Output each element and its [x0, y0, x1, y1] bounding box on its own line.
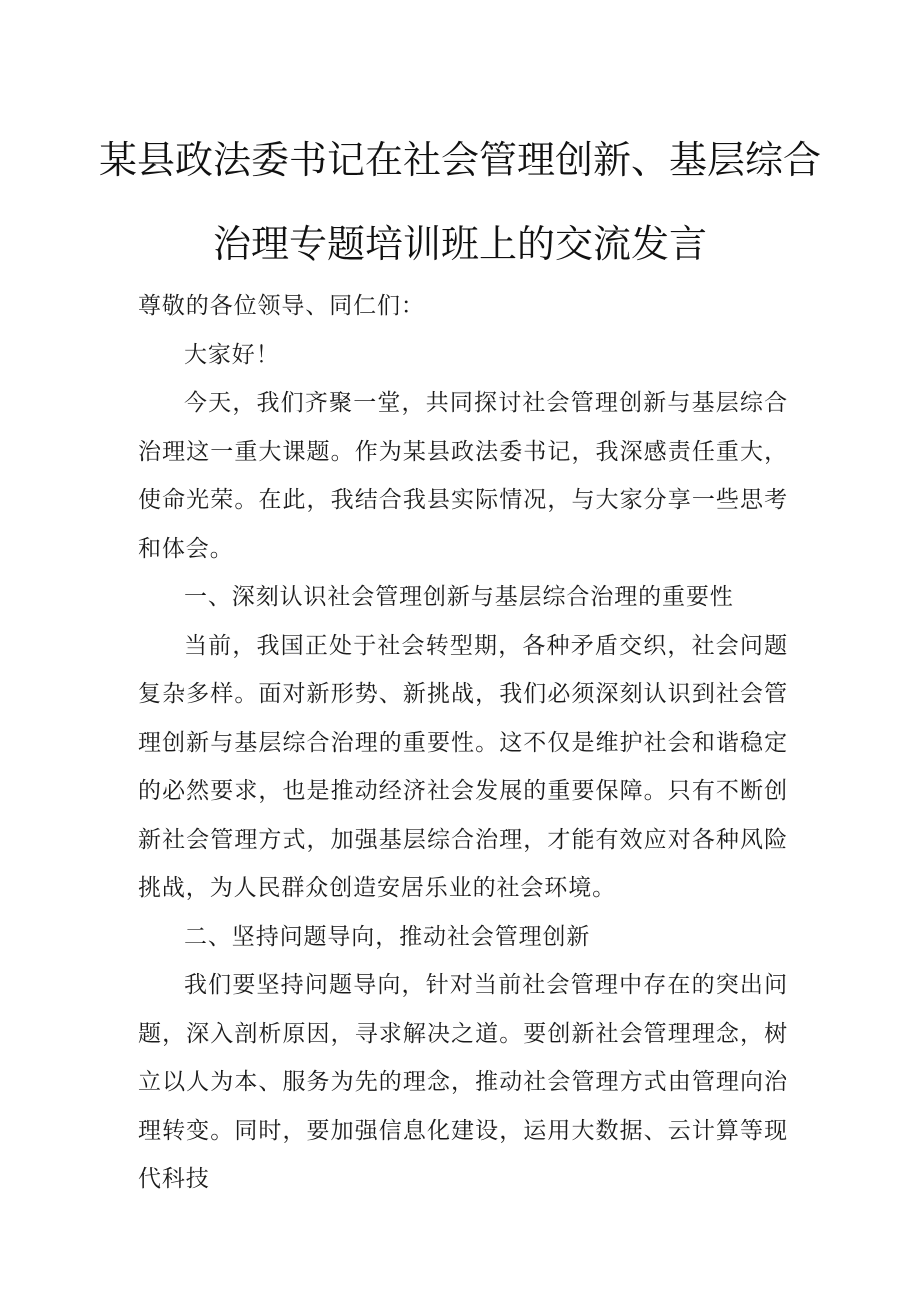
document-title-line-2: 治理专题培训班上的交流发言 — [212, 222, 707, 266]
intro-paragraph: 今天，我们齐聚一堂，共同探讨社会管理创新与基层综合治理这一重大课题。作为某县政法委书记，我深感责任重大，使命光荣。在此，我结合我县实际情况，与大家分享一些思考和体会。 — [138, 390, 788, 562]
section-heading-1: 一、深刻认识社会管理创新与基层综合治理的重要性 — [184, 584, 734, 610]
greeting: 大家好！ — [184, 341, 280, 368]
section-2-paragraph: 我们要坚持问题导向，针对当前社会管理中存在的突出问题，深入剖析原因，寻求解决之道。要创新社会管理理念，树立以人为本、服务为先的理念，推动社会管理方式由管理向治理转变。同时，要加强信息化建设，运用大数据、云计算等现代科技 — [138, 972, 788, 1192]
document-title-line-1: 某县政法委书记在社会管理创新、基层综合 — [98, 138, 821, 182]
salutation: 尊敬的各位领导、同仁们： — [138, 293, 425, 319]
document-body — [138, 282, 788, 1204]
section-heading-2: 二、坚持问题导向，推动社会管理创新 — [184, 923, 591, 950]
section-1-paragraph: 当前，我国正处于社会转型期，各种矛盾交织，社会问题复杂多样。面对新形势、新挑战，我们必须深刻认识到社会管理创新与基层综合治理的重要性。这不仅是维护社会和谐稳定的必然要求，也是推动经济社会发展的重要保障。只有不断创新社会管理方式，加强基层综合治理，才能有效应对各种风险挑战，为人民群众创造安居乐业的社会环境。 — [138, 632, 788, 901]
